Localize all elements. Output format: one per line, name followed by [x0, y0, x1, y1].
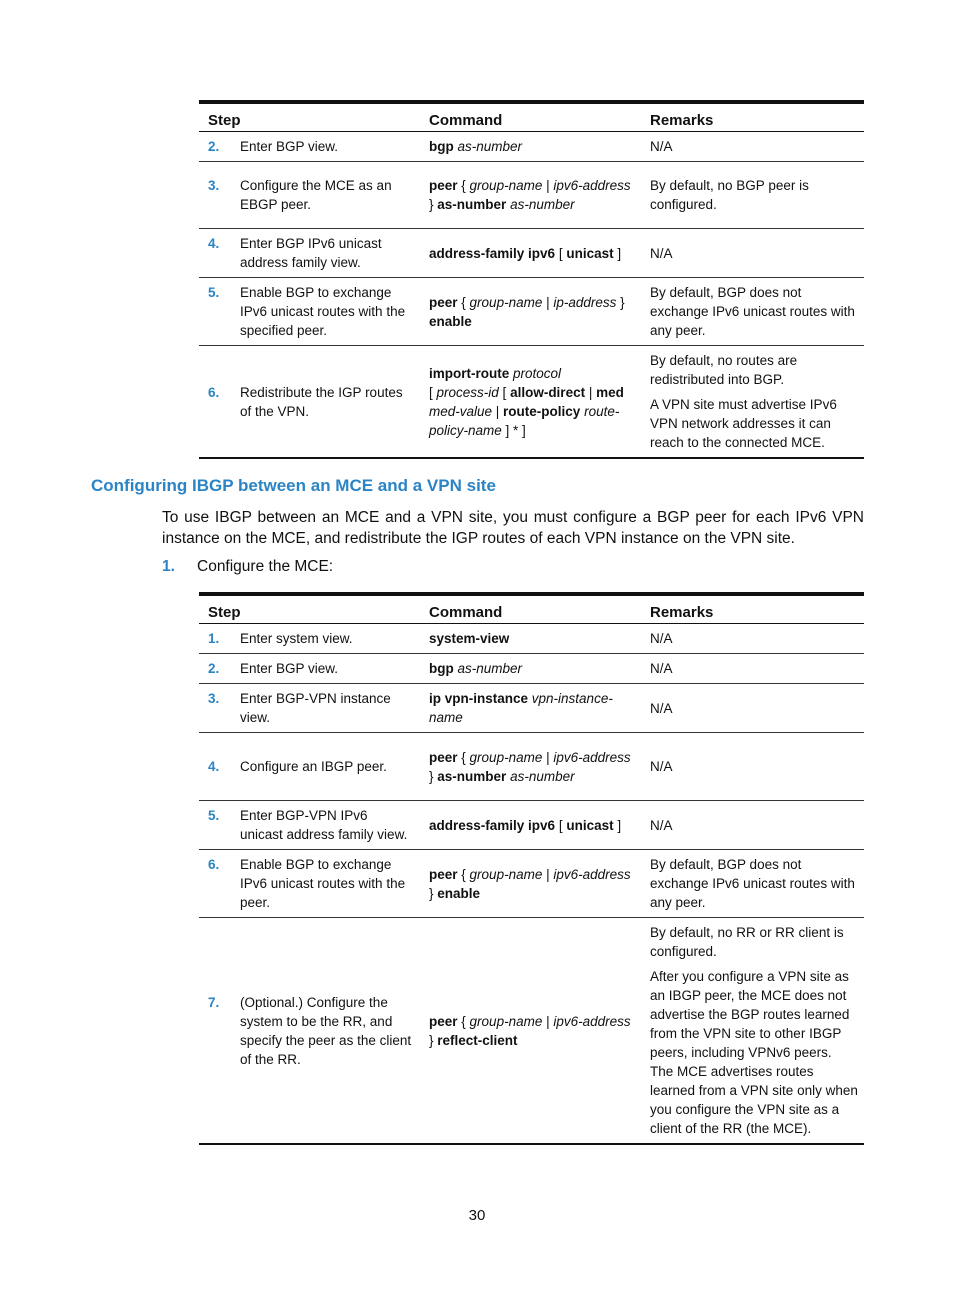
step-text: Enter system view.	[240, 631, 353, 646]
step-number: 4.	[208, 759, 220, 774]
step-cell	[199, 278, 420, 346]
step-number: 7.	[208, 994, 220, 1010]
step-number: 6.	[208, 857, 220, 872]
header-command: Command	[420, 594, 641, 624]
step-text: Enter BGP-VPN IPv6 unicast address family view.	[240, 808, 408, 842]
remark-text: By default, no RR or RR client is configured.	[650, 925, 844, 959]
remarks-cell	[641, 229, 864, 278]
remarks-cell	[641, 733, 864, 801]
table-row	[199, 346, 864, 459]
remark-text: N/A	[650, 245, 673, 261]
remark-text: N/A	[650, 759, 673, 774]
step-text: Enter BGP IPv6 unicast address family view.	[240, 236, 382, 270]
remarks-cell	[641, 850, 864, 918]
remarks-cell	[641, 346, 864, 459]
step-text: Enable BGP to exchange IPv6 unicast routes with the peer.	[240, 857, 406, 910]
step-cell	[199, 624, 420, 654]
header-command: Command	[420, 102, 641, 132]
header-step: Step	[199, 102, 420, 132]
step-number: 6.	[208, 384, 220, 400]
step-number: 5.	[208, 285, 220, 300]
remarks-cell	[641, 278, 864, 346]
table-header-row	[199, 594, 864, 624]
list-item-number: 1.	[162, 558, 175, 575]
step-cell	[199, 850, 420, 918]
remarks-cell	[641, 132, 864, 162]
command-cell: peer { group-name | ipv6-address } enable	[420, 850, 641, 918]
step-text: Redistribute the IGP routes of the VPN.	[240, 384, 403, 419]
command-cell: peer { group-name | ip-address } enable	[420, 278, 641, 346]
step-text: Enable BGP to exchange IPv6 unicast routes with the specified peer.	[240, 285, 406, 338]
remarks-cell	[641, 654, 864, 684]
step-cell	[199, 229, 420, 278]
remarks-cell	[641, 624, 864, 654]
table-row	[199, 132, 864, 162]
command-cell: peer { group-name | ipv6-address } as-number as-number	[420, 733, 641, 801]
command-table-2	[199, 592, 864, 1145]
table-row	[199, 801, 864, 850]
table-header-row	[199, 102, 864, 132]
step-cell	[199, 733, 420, 801]
remark-text: By default, no BGP peer is configured.	[650, 178, 809, 212]
table-row	[199, 684, 864, 733]
table-row	[199, 162, 864, 229]
remarks-cell	[641, 801, 864, 850]
step-cell	[199, 801, 420, 850]
remark-text: N/A	[650, 139, 673, 154]
intro-paragraph: To use IBGP between an MCE and a VPN site, you must configure a BGP peer for each IPv6 VPN instance on the MCE, and redistribute the IGP routes of each VPN instance on the VPN site.	[162, 509, 864, 547]
step-text: (Optional.) Configure the system to be the RR, and specify the peer as the client of the RR.	[240, 994, 412, 1067]
remark-text: N/A	[650, 661, 673, 676]
step-cell	[199, 132, 420, 162]
table-row	[199, 624, 864, 654]
step-text: Enter BGP view.	[240, 661, 339, 676]
remark-text: By default, no routes are redistributed into BGP.	[650, 353, 798, 387]
command-cell: import-route protocol [ process-id [ allow-direct | med med-value | route-policy route-policy-name ] * ]	[420, 346, 641, 459]
command-cell: peer { group-name | ipv6-address } reflect-client	[420, 918, 641, 1145]
remark-text: N/A	[650, 700, 673, 716]
step-text: Enter BGP view.	[240, 139, 339, 154]
section-heading: Configuring IBGP between an MCE and a VPN site	[91, 476, 496, 495]
list-item-text: Configure the MCE:	[197, 558, 334, 575]
table-row	[199, 850, 864, 918]
step-text: Configure an IBGP peer.	[240, 759, 387, 774]
remark-text: After you configure a VPN site as an IBGP peer, the MCE does not advertise the BGP routes learned from the VPN site to other IBGP peers, including VPNv6 peers. The MCE advertises routes learned from a VPN site only when you configure the VPN site as a client of the RR (the MCE).	[650, 969, 858, 1136]
command-cell: ip vpn-instance vpn-instance-name	[420, 684, 641, 733]
step-cell	[199, 346, 420, 459]
step-number: 3.	[208, 691, 220, 706]
header-remarks: Remarks	[641, 102, 864, 132]
table-row	[199, 918, 864, 1145]
step-number: 2.	[208, 139, 220, 154]
step-number: 4.	[208, 236, 220, 251]
step-cell	[199, 162, 420, 229]
remarks-cell	[641, 162, 864, 229]
command-cell: bgp as-number	[420, 654, 641, 684]
step-number: 3.	[208, 178, 220, 193]
header-step: Step	[199, 594, 420, 624]
command-cell: address-family ipv6 [ unicast ]	[420, 229, 641, 278]
remark-text: A VPN site must advertise IPv6 VPN network addresses it can reach to the connected MCE.	[650, 397, 837, 450]
step-cell	[199, 654, 420, 684]
remark-text: N/A	[650, 817, 673, 833]
remark-text: By default, BGP does not exchange IPv6 unicast routes with any peer.	[650, 857, 855, 910]
command-cell: bgp as-number	[420, 132, 641, 162]
step-number: 5.	[208, 808, 220, 823]
page-number: 30	[468, 1207, 486, 1224]
list-item	[162, 556, 333, 577]
remarks-cell	[641, 918, 864, 1145]
table-row	[199, 229, 864, 278]
command-cell: address-family ipv6 [ unicast ]	[420, 801, 641, 850]
table-row	[199, 278, 864, 346]
remark-text: By default, BGP does not exchange IPv6 unicast routes with any peer.	[650, 285, 855, 338]
remarks-cell	[641, 684, 864, 733]
header-remarks: Remarks	[641, 594, 864, 624]
step-number: 2.	[208, 661, 220, 676]
table-row	[199, 733, 864, 801]
step-text: Enter BGP-VPN instance view.	[240, 691, 391, 725]
table-row	[199, 654, 864, 684]
command-cell: peer { group-name | ipv6-address } as-number as-number	[420, 162, 641, 229]
command-table-1	[199, 100, 864, 459]
step-number: 1.	[208, 631, 220, 646]
remark-text: N/A	[650, 631, 673, 646]
command-cell: system-view	[420, 624, 641, 654]
step-cell	[199, 684, 420, 733]
step-text: Configure the MCE as an EBGP peer.	[240, 178, 392, 212]
step-cell	[199, 918, 420, 1145]
